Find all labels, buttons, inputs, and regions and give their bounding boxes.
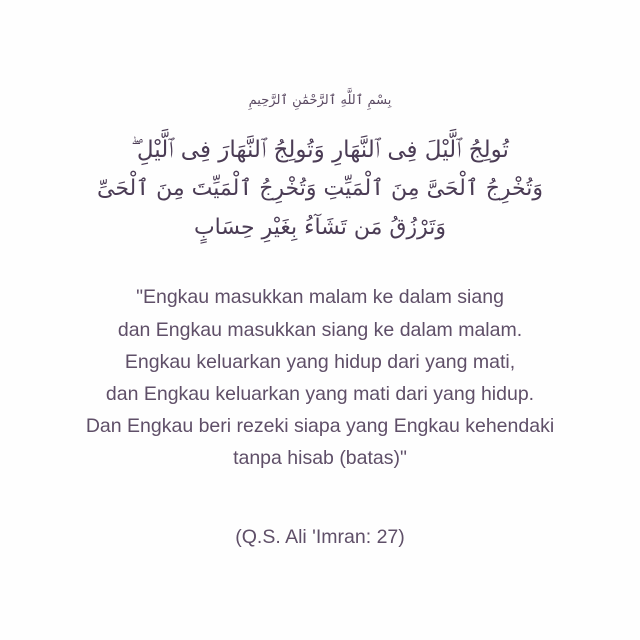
translation-line: Dan Engkau beri rezeki siapa yang Engkau kehendaki xyxy=(85,415,555,438)
translation-line: tanpa hisab (batas)" xyxy=(233,447,407,470)
arabic-verse xyxy=(40,130,600,247)
arabic-verse-line: وَتَرْزُقُ مَن تَشَآءُ بِغَيْرِ حِسَابٍ xyxy=(193,214,447,240)
translation-text xyxy=(30,281,610,474)
verse-reference: (Q.S. Ali 'Imran: 27) xyxy=(235,526,405,549)
translation-line: dan Engkau masukkan siang ke dalam malam. xyxy=(117,318,523,341)
basmala-text: بِسْمِ ٱللَّهِ ٱلرَّحْمَٰنِ ٱلرَّحِيمِ xyxy=(248,93,392,108)
translation-line: dan Engkau keluarkan yang mati dari yang hidup. xyxy=(105,382,535,405)
translation-line: Engkau keluarkan yang hidup dari yang mati, xyxy=(124,350,516,373)
arabic-verse-line: وَتُخْرِجُ ٱلْحَىَّ مِنَ ٱلْمَيِّتِ وَتُخْرِجُ ٱلْمَيِّتَ مِنَ ٱلْحَىِّ xyxy=(97,176,543,202)
arabic-verse-line: تُولِجُ ٱلَّيْلَ فِى ٱلنَّهَارِ وَتُولِجُ ٱلنَّهَارَ فِى ٱلَّيْلِ ۖ xyxy=(131,137,509,164)
translation-line: "Engkau masukkan malam ke dalam siang xyxy=(136,286,504,309)
